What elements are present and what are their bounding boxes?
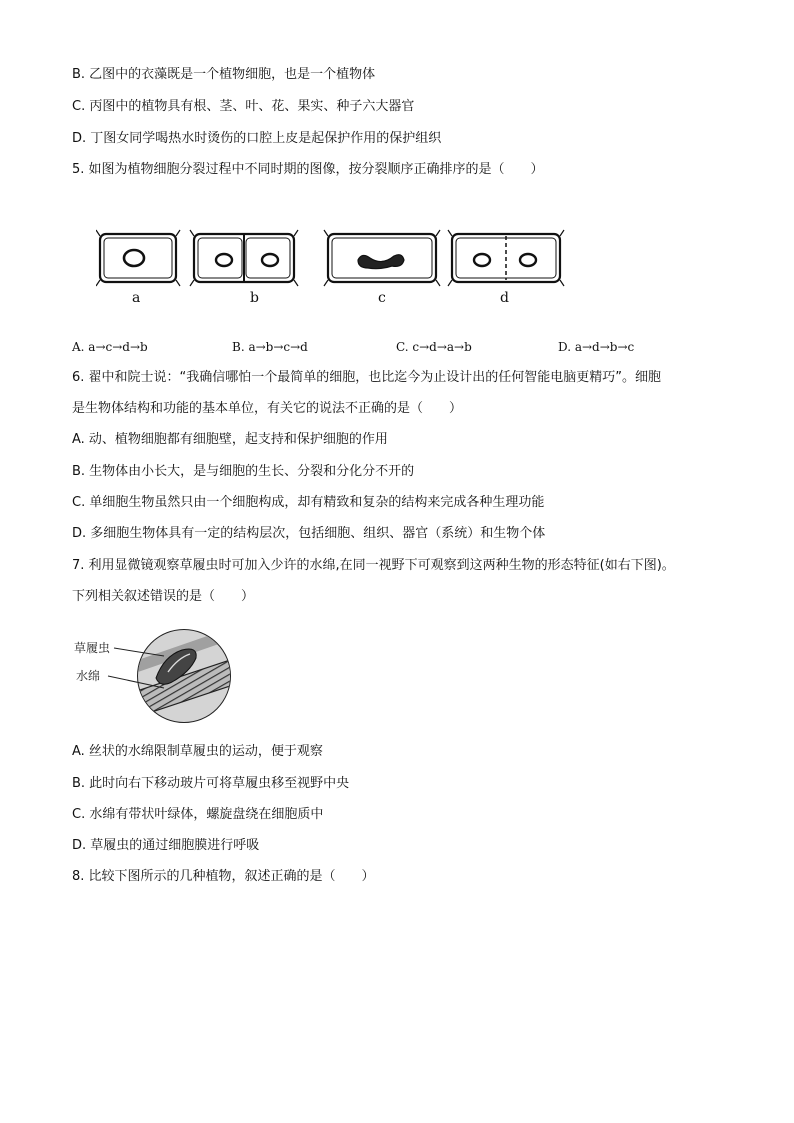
- q6-option-d: D. 多细胞生物体具有一定的结构层次，包括细胞、组织、器官（系统）和生物个体: [72, 526, 546, 541]
- label-a: a: [132, 290, 141, 306]
- cell-a: [96, 230, 180, 286]
- q5-options: [72, 340, 712, 358]
- q7-option-d: D. 草履虫的通过细胞膜进行呼吸: [72, 838, 260, 853]
- q4-option-b: B. 乙图中的衣藻既是一个植物细胞，也是一个植物体: [72, 67, 376, 82]
- q6-stem-line1: 6. 翟中和院士说：“我确信哪怕一个最简单的细胞，也比迄今为止设计出的任何智能电脑更精巧”。细胞: [72, 370, 662, 385]
- q4-option-c: C. 丙图中的植物具有根、茎、叶、花、果实、种子六大器官: [72, 99, 415, 114]
- q8-stem: 8. 比较下图所示的几种植物，叙述正确的是（ ）: [72, 869, 375, 884]
- q5-option-a: A. a→c→d→b: [72, 340, 148, 354]
- q7-stem-line1: 7. 利用显微镜观察草履虫时可加入少许的水绵,在同一视野下可观察到这两种生物的形态特征(如右下图)。: [72, 558, 675, 573]
- q7-option-c: C. 水绵有带状叶绿体，螺旋盘绕在细胞质中: [72, 807, 324, 822]
- q7-option-a: A. 丝状的水绵限制草履虫的运动，便于观察: [72, 744, 323, 759]
- cell-b: [190, 230, 298, 286]
- q5-option-b: B. a→b→c→d: [232, 340, 308, 354]
- q6-option-a: A. 动、植物细胞都有细胞壁，起支持和保护细胞的作用: [72, 432, 388, 447]
- q7-stem-line2: 下列相关叙述错误的是（ ）: [72, 589, 255, 604]
- q7-option-b: B. 此时向右下移动玻片可将草履虫移至视野中央: [72, 776, 350, 791]
- label-paramecium: 草履虫: [74, 641, 111, 655]
- q5-cell-division-figure: [96, 226, 566, 308]
- q5-stem: 5. 如图为植物细胞分裂过程中不同时期的图像，按分裂顺序正确排序的是（ ）: [72, 162, 544, 177]
- label-d: d: [500, 290, 509, 306]
- label-c: c: [378, 290, 386, 306]
- q6-option-c: C. 单细胞生物虽然只由一个细胞构成，却有精致和复杂的结构来完成各种生理功能: [72, 495, 545, 510]
- q7-microscope-figure: [72, 626, 242, 726]
- cell-d: [448, 230, 564, 286]
- label-b: b: [250, 290, 259, 306]
- label-spirogyra: 水绵: [76, 669, 101, 683]
- cell-c: [324, 230, 440, 286]
- q6-stem-line2: 是生物体结构和功能的基本单位，有关它的说法不正确的是（ ）: [72, 401, 463, 416]
- q6-option-b: B. 生物体由小长大，是与细胞的生长、分裂和分化分不开的: [72, 464, 415, 479]
- q5-option-c: C. c→d→a→b: [396, 340, 472, 354]
- q5-option-d: D. a→d→b→c: [558, 340, 635, 354]
- microscope-field-of-view: [122, 626, 242, 726]
- q4-option-d: D. 丁图女同学喝热水时烫伤的口腔上皮是起保护作用的保护组织: [72, 131, 442, 146]
